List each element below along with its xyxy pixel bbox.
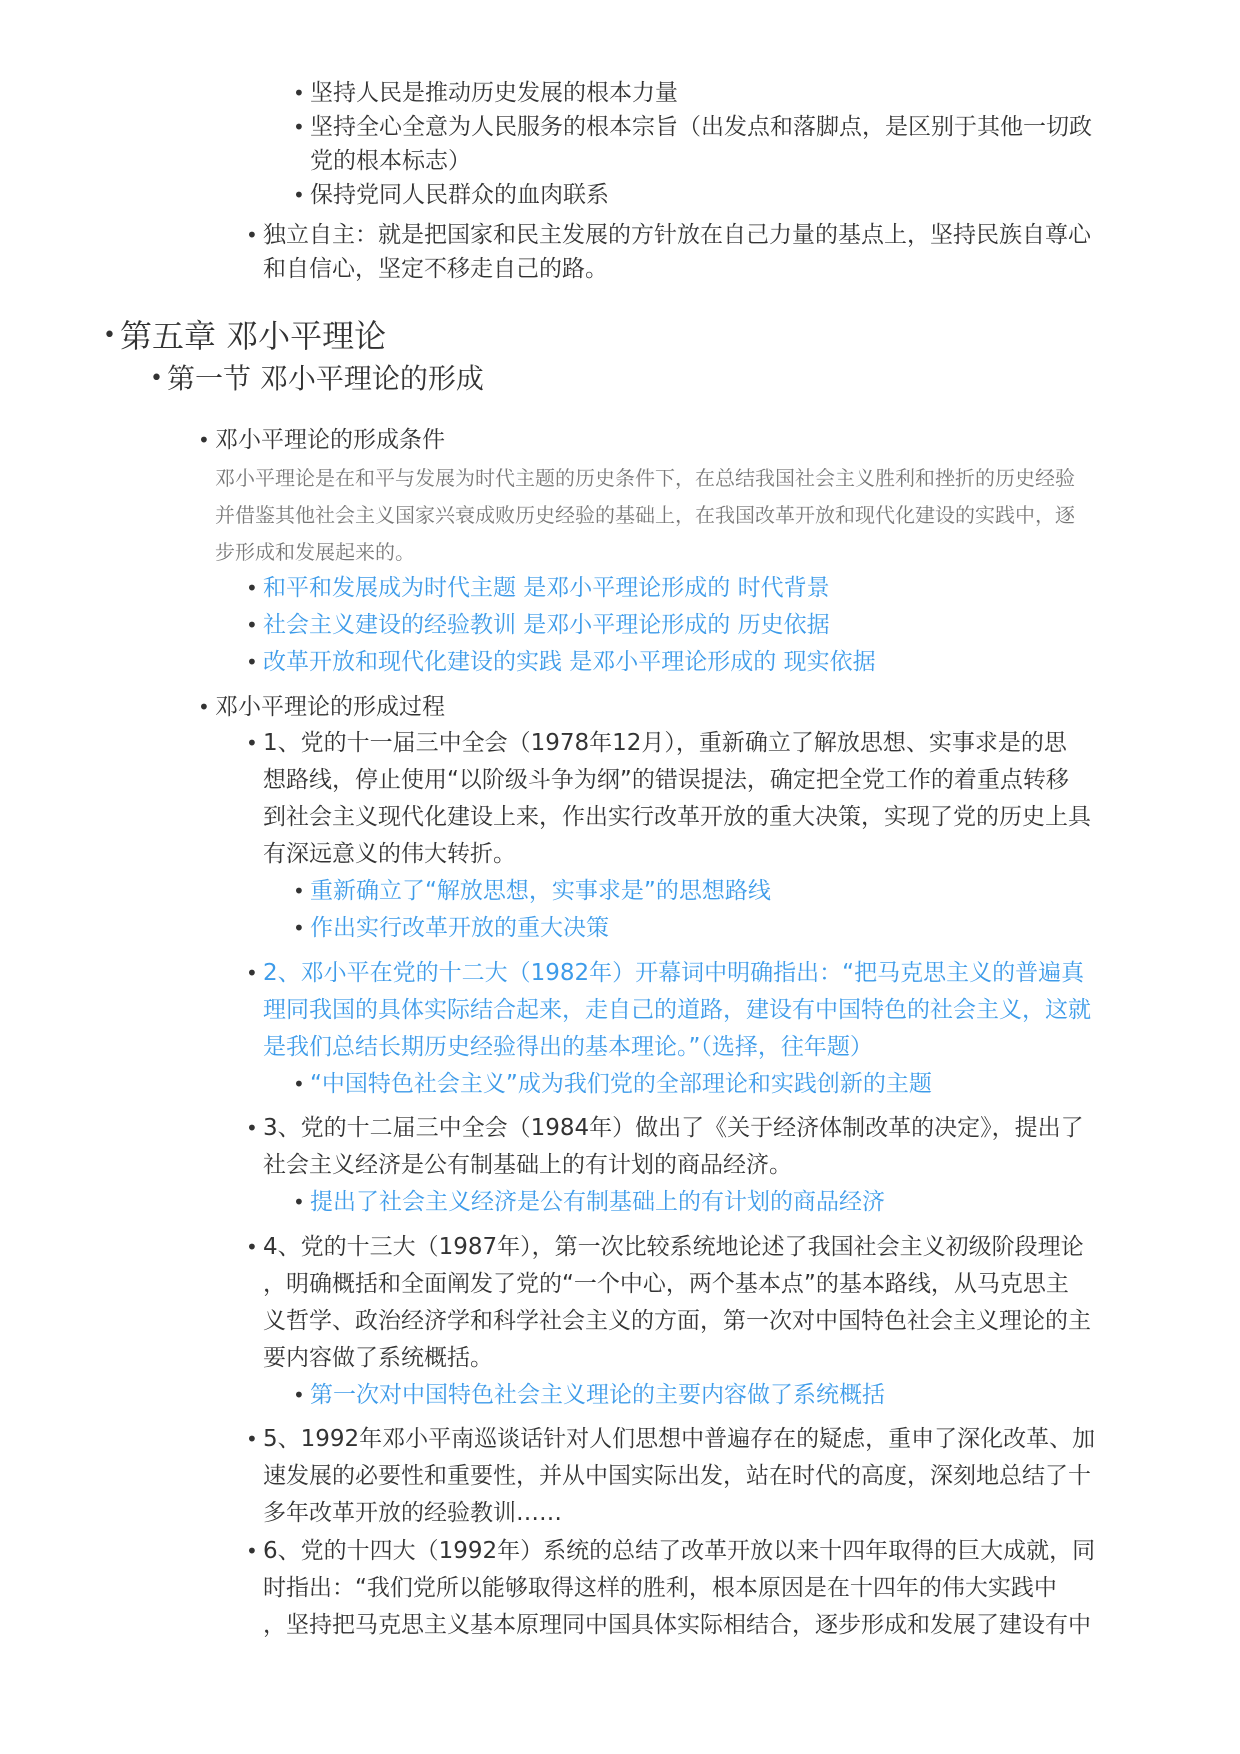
process-item-continuation: 义哲学、政治经济学和科学社会主义的方面，第一次对中国特色社会主义理论的主	[263, 1308, 1091, 1334]
bullet-icon: •	[198, 695, 210, 719]
process-item: 2、邓小平在党的十二大（1982年）开幕词中明确指出：“把马克思主义的普遍真	[263, 960, 1085, 986]
highlight-item: 第一次对中国特色社会主义理论的主要内容做了系统概括	[310, 1382, 885, 1408]
process-item-continuation: 理同我国的具体实际结合起来，走自己的道路，建设有中国特色的社会主义，这就	[263, 997, 1091, 1023]
bullet-icon: •	[246, 613, 258, 637]
bullet-icon: •	[246, 1427, 258, 1451]
process-item-continuation: ，坚持把马克思主义基本原理同中国具体实际相结合，逐步形成和发展了建设有中	[263, 1612, 1091, 1638]
list-item-continuation: 党的根本标志）	[310, 148, 471, 174]
highlight-item: 社会主义建设的经验教训 是邓小平理论形成的 历史依据	[263, 612, 830, 638]
bullet-icon: •	[293, 916, 305, 940]
bullet-icon: •	[246, 961, 258, 985]
process-item-continuation: 是我们总结长期历史经验得出的基本理论。”（选择，往年题）	[263, 1034, 873, 1060]
highlight-item: 改革开放和现代化建设的实践 是邓小平理论形成的 现实依据	[263, 649, 876, 675]
list-item: 独立自主：就是把国家和民主发展的方针放在自己力量的基点上，坚持民族自尊心	[263, 222, 1091, 248]
bullet-icon: •	[246, 731, 258, 755]
list-item-continuation: 和自信心，坚定不移走自己的路。	[263, 256, 608, 282]
process-item: 3、党的十二届三中全会（1984年）做出了《关于经济体制改革的决定》，提出了	[263, 1115, 1084, 1141]
process-item: 5、1992年邓小平南巡谈话针对人们思想中普遍存在的疑虑，重申了深化改革、加	[263, 1426, 1096, 1452]
highlight-item: 和平和发展成为时代主题 是邓小平理论形成的 时代背景	[263, 575, 830, 601]
bullet-icon: •	[103, 323, 116, 348]
bullet-icon: •	[246, 1539, 258, 1563]
paragraph-line: 步形成和发展起来的。	[215, 540, 415, 564]
bullet-icon: •	[246, 1116, 258, 1140]
list-item: 坚持全心全意为人民服务的根本宗旨（出发点和落脚点，是区别于其他一切政	[310, 114, 1092, 140]
highlight-item: 作出实行改革开放的重大决策	[310, 915, 609, 941]
bullet-icon: •	[246, 223, 258, 247]
bullet-icon: •	[293, 879, 305, 903]
subsection-heading: 邓小平理论的形成条件	[215, 427, 445, 453]
subsection-heading: 邓小平理论的形成过程	[215, 694, 445, 720]
list-item: 坚持人民是推动历史发展的根本力量	[310, 80, 678, 106]
paragraph-line: 邓小平理论是在和平与发展为时代主题的历史条件下，在总结我国社会主义胜利和挫折的历史经验	[215, 466, 1075, 490]
bullet-icon: •	[293, 1383, 305, 1407]
process-item: 6、党的十四大（1992年）系统的总结了改革开放以来十四年取得的巨大成就，同	[263, 1538, 1096, 1564]
process-item-continuation: ，明确概括和全面阐发了党的“一个中心，两个基本点”的基本路线，从马克思主	[263, 1271, 1069, 1297]
process-item: 1、党的十一届三中全会（1978年12月），重新确立了解放思想、实事求是的思	[263, 730, 1067, 756]
highlight-item: 重新确立了“解放思想，实事求是”的思想路线	[310, 878, 771, 904]
chapter-title: 第五章 邓小平理论	[120, 317, 387, 355]
bullet-icon: •	[293, 115, 305, 139]
process-item-continuation: 社会主义经济是公有制基础上的有计划的商品经济。	[263, 1152, 792, 1178]
process-item-continuation: 时指出：“我们党所以能够取得这样的胜利，根本原因是在十四年的伟大实践中	[263, 1575, 1057, 1601]
list-item: 保持党同人民群众的血肉联系	[310, 182, 609, 208]
bullet-icon: •	[246, 650, 258, 674]
bullet-icon: •	[246, 576, 258, 600]
bullet-icon: •	[150, 366, 163, 391]
paragraph-line: 并借鉴其他社会主义国家兴衰成败历史经验的基础上，在我国改革开放和现代化建设的实践中，逐	[215, 503, 1075, 527]
process-item-continuation: 想路线，停止使用“以阶级斗争为纲”的错误提法，确定把全党工作的着重点转移	[263, 767, 1069, 793]
highlight-item: “中国特色社会主义”成为我们党的全部理论和实践创新的主题	[310, 1071, 932, 1097]
process-item-continuation: 到社会主义现代化建设上来，作出实行改革开放的重大决策，实现了党的历史上具	[263, 804, 1091, 830]
bullet-icon: •	[246, 1235, 258, 1259]
bullet-icon: •	[293, 81, 305, 105]
bullet-icon: •	[293, 1190, 305, 1214]
bullet-icon: •	[293, 1072, 305, 1096]
process-item-continuation: 要内容做了系统概括。	[263, 1345, 493, 1371]
process-item-continuation: 有深远意义的伟大转折。	[263, 841, 516, 867]
process-item-continuation: 多年改革开放的经验教训……	[263, 1500, 562, 1526]
highlight-item: 提出了社会主义经济是公有制基础上的有计划的商品经济	[310, 1189, 885, 1215]
bullet-icon: •	[293, 183, 305, 207]
process-item-continuation: 速发展的必要性和重要性，并从中国实际出发，站在时代的高度，深刻地总结了十	[263, 1463, 1091, 1489]
section-title: 第一节 邓小平理论的形成	[167, 362, 484, 395]
process-item: 4、党的十三大（1987年），第一次比较系统地论述了我国社会主义初级阶段理论	[263, 1234, 1084, 1260]
bullet-icon: •	[198, 428, 210, 452]
